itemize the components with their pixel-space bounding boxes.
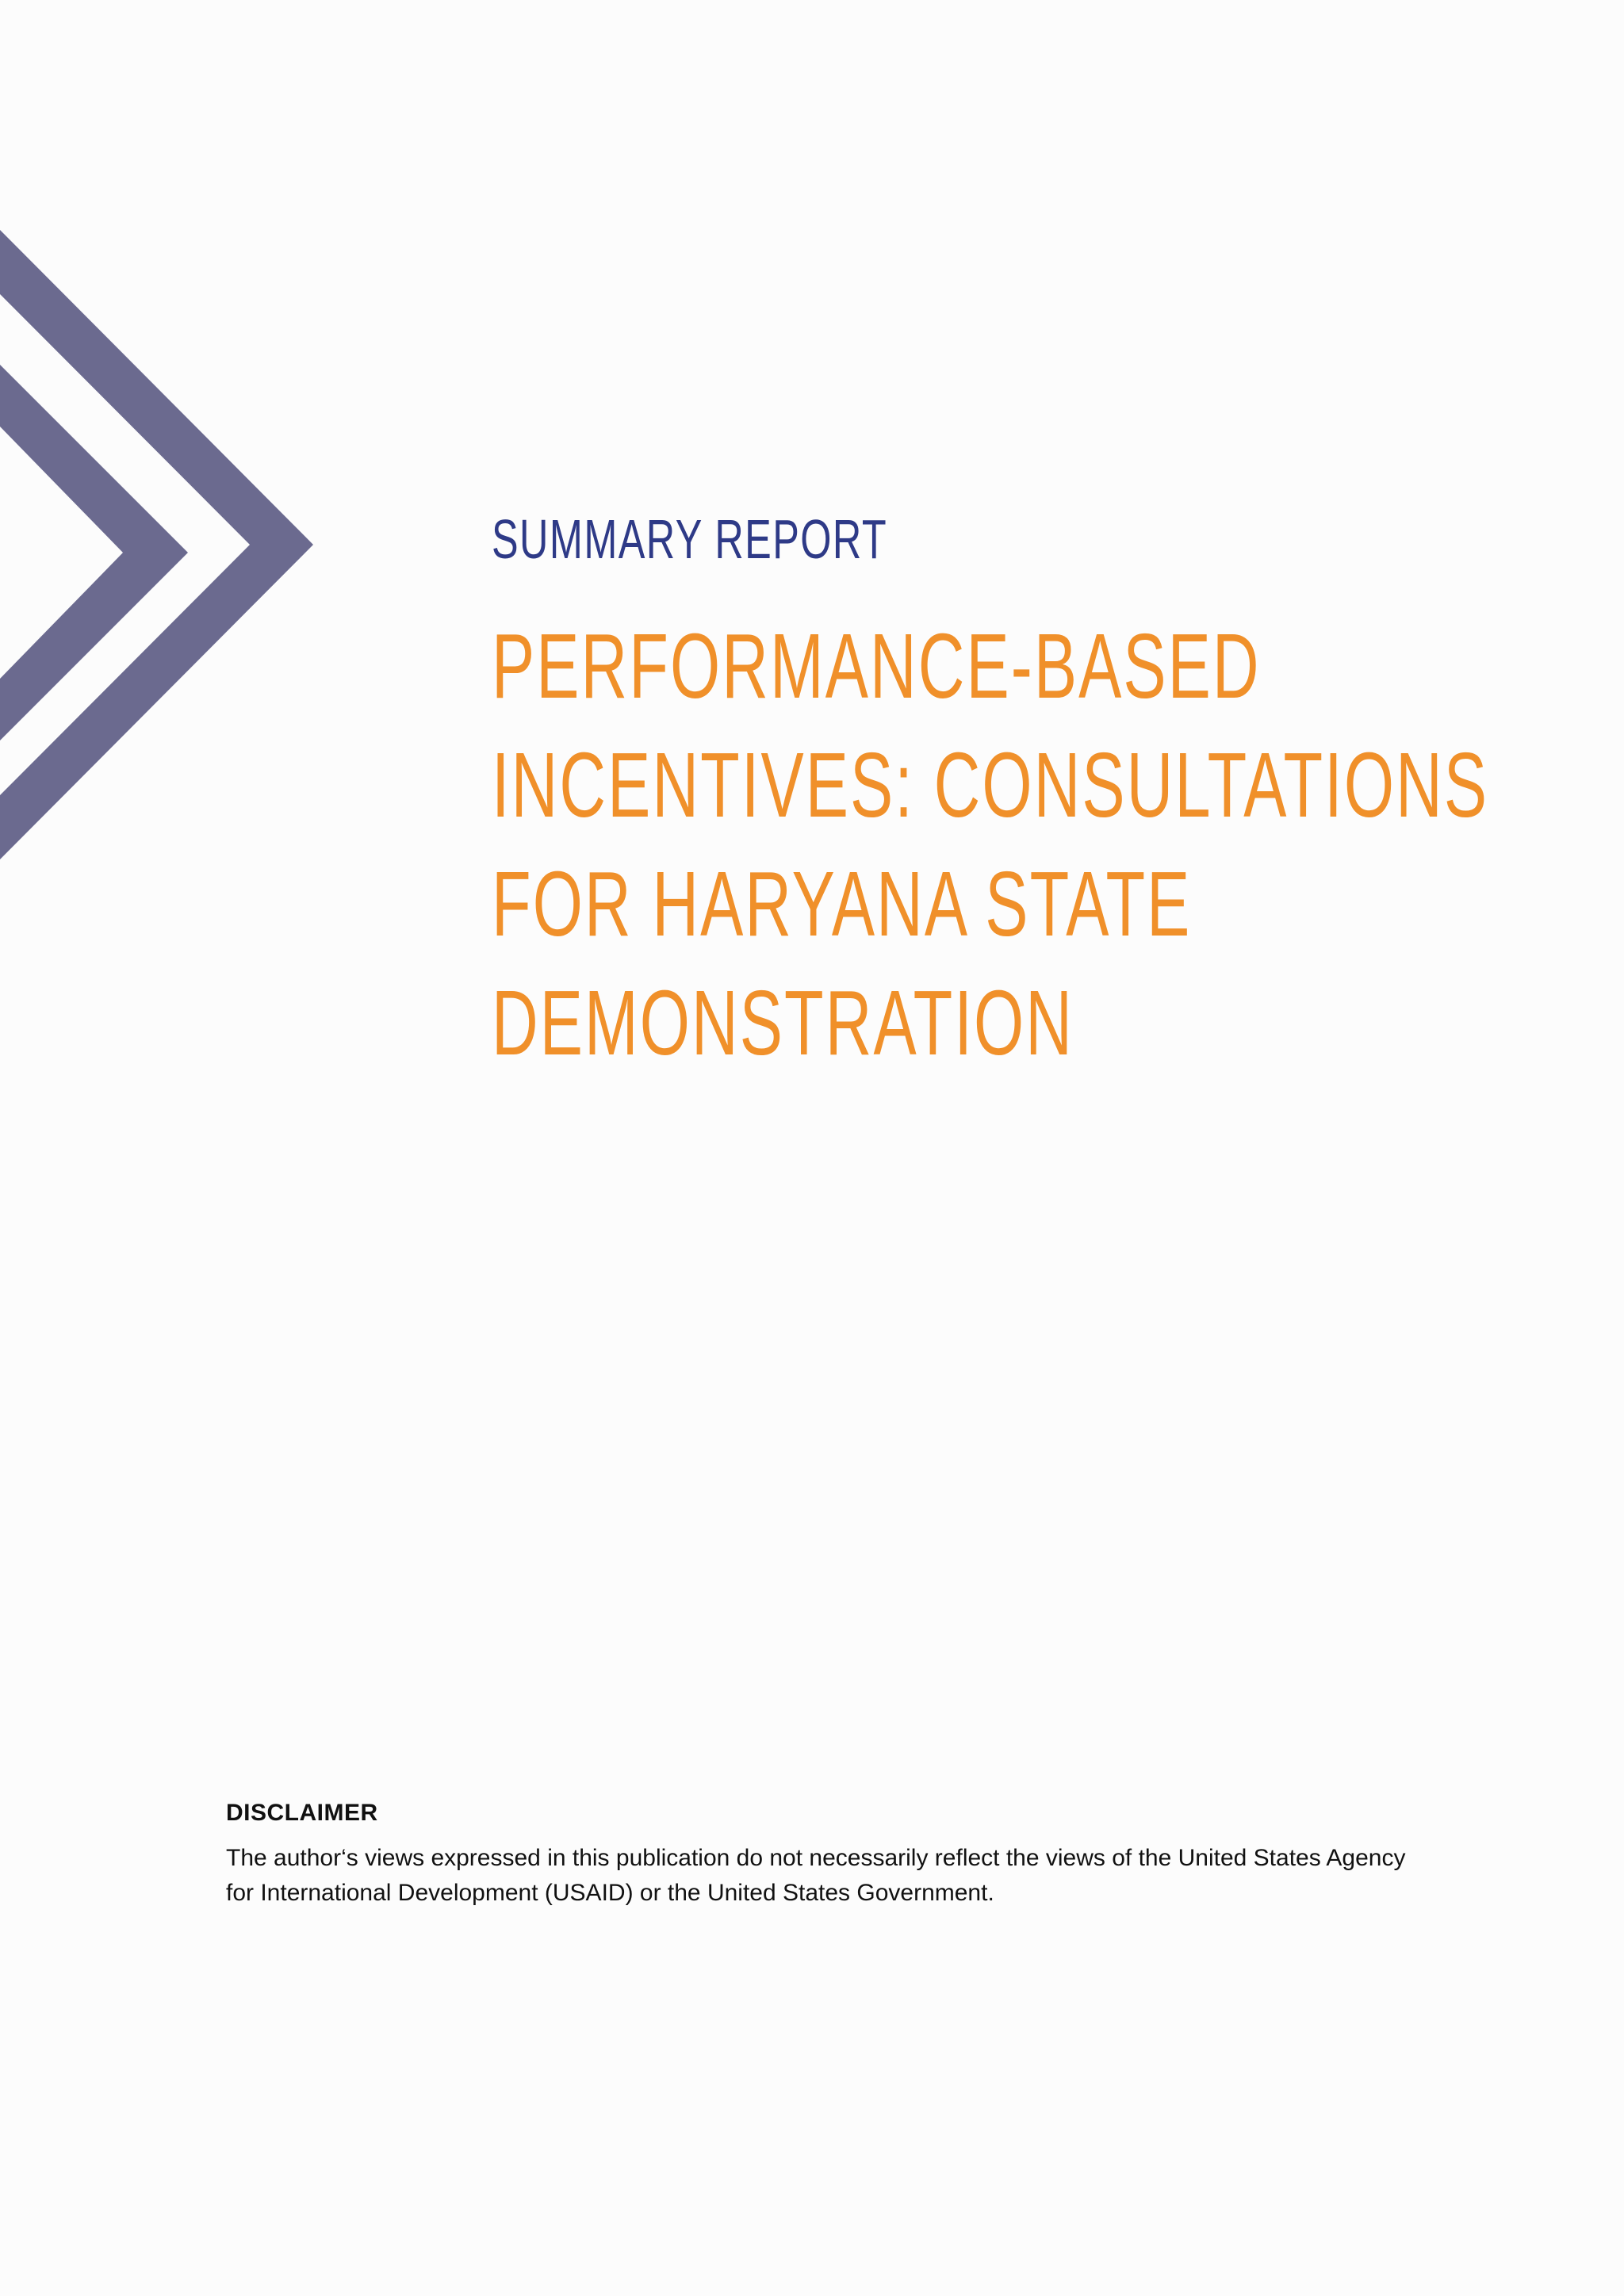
- report-title: [492, 607, 1488, 1082]
- title-line: FOR HARYANA STATE: [492, 852, 1192, 955]
- report-subtitle: SUMMARY REPORT: [492, 508, 888, 570]
- double-chevron-graphic: [0, 230, 333, 880]
- disclaimer-text: The author‘s views expressed in this publication do not necessarily reflect the views of the United States Agency for International Development (USAID) or the United States Government.: [226, 1845, 1406, 1906]
- title-line: DEMONSTRATION: [492, 971, 1074, 1074]
- title-line: PERFORMANCE-BASED: [492, 614, 1261, 718]
- disclaimer-heading: DISCLAIMER: [226, 1800, 378, 1826]
- title-line: INCENTIVES: CONSULTATIONS: [492, 733, 1489, 836]
